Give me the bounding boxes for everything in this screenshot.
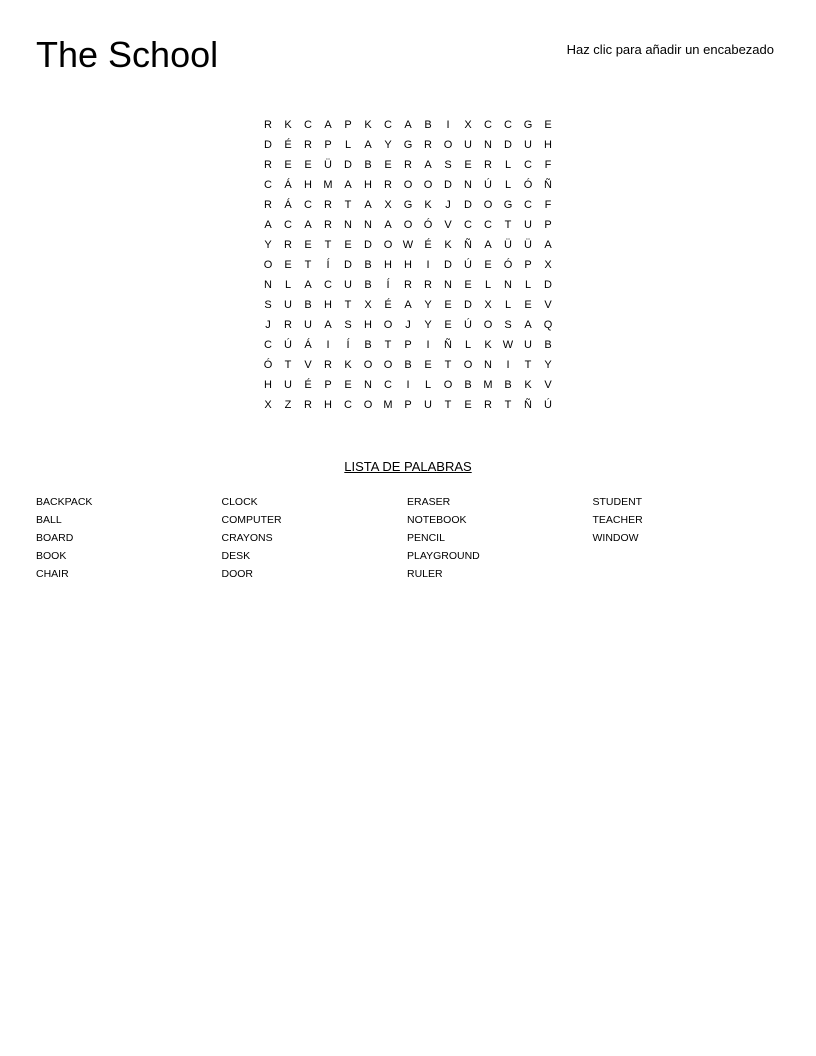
grid-letter: X [464,119,472,131]
grid-letter: Ú [544,399,552,411]
grid-letter: O [383,319,393,331]
grid-letter: L [464,339,472,351]
grid-letter: Ú [464,319,472,331]
grid-letter: B [304,299,312,311]
grid-letter: Ú [484,179,492,191]
grid-letter: G [503,199,513,211]
grid-letter: V [544,379,552,391]
grid-letter: D [364,239,372,251]
grid-letter: O [483,319,493,331]
grid-letter: O [363,359,373,371]
grid-letter: N [464,179,472,191]
grid-letter: Á [304,339,312,351]
grid-letter: C [344,399,352,411]
grid-letter: S [344,319,352,331]
grid-letter: O [463,359,473,371]
grid-letter: R [404,279,412,291]
grid-letter: P [324,139,332,151]
grid-letter: B [504,379,512,391]
grid-letter: Y [424,299,432,311]
grid-letter: J [265,319,271,331]
grid-letter: C [304,119,312,131]
grid-letter: R [424,139,432,151]
grid-letter: U [464,139,472,151]
grid-letter: O [483,199,493,211]
grid-letter: T [504,219,512,231]
grid-letter: N [484,359,492,371]
grid-letter: H [324,299,332,311]
grid-letter: I [326,339,330,351]
grid-letter: K [524,379,532,391]
grid-letter: N [364,379,372,391]
grid-letter: A [364,139,372,151]
grid-letter: L [284,279,292,291]
grid-letter: T [384,339,392,351]
grid-letter: C [384,379,392,391]
grid-letter: H [264,379,272,391]
grid-letter: H [364,179,372,191]
grid-letter: K [284,119,292,131]
grid-letter: Q [543,319,553,331]
grid-letter: B [364,159,372,171]
grid-letter: B [464,379,472,391]
grid-letter: P [344,119,352,131]
grid-letter: R [324,199,332,211]
grid-letter: A [324,119,332,131]
grid-letter: P [404,399,412,411]
header-placeholder[interactable]: Haz clic para añadir un encabezado [566,42,774,57]
grid-letter: E [464,399,472,411]
grid-letter: É [384,299,392,311]
grid-letter: R [484,399,492,411]
grid-letter: V [444,219,452,231]
grid-letter: R [284,239,292,251]
grid-letter: E [424,359,432,371]
word-list [36,493,778,583]
grid-letter: A [384,219,392,231]
grid-letter: U [524,219,532,231]
grid-letter: J [405,319,411,331]
grid-letter: D [464,299,472,311]
grid-letter: Á [284,199,292,211]
word-list-item: PENCIL [407,532,445,544]
grid-letter: E [344,379,352,391]
grid-letter: O [443,139,453,151]
grid-letter: R [264,199,272,211]
grid-letter: L [524,279,532,291]
grid-letter: C [524,199,532,211]
grid-letter: T [444,359,452,371]
grid-letter: T [444,399,452,411]
grid-letter: Ü [324,159,332,171]
grid-letter: P [524,259,532,271]
word-list-item: DESK [221,550,251,562]
grid-letter: U [304,319,312,331]
grid-letter: P [324,379,332,391]
grid-letter: E [284,159,292,171]
grid-letter: E [524,299,532,311]
grid-letter: B [404,359,412,371]
grid-letter: D [344,259,352,271]
grid-letter: Ó [523,179,533,191]
grid-letter: U [424,399,432,411]
grid-letter: I [426,339,430,351]
grid-letter: U [344,279,352,291]
grid-letter: A [304,279,312,291]
grid-letter: X [384,199,392,211]
grid-letter: I [506,359,510,371]
grid-letter: Ñ [524,399,532,411]
grid-letter: H [544,139,552,151]
grid-letter: L [424,379,432,391]
grid-letter: S [264,299,272,311]
grid-letter: A [364,199,372,211]
word-list-item: COMPUTER [221,514,282,526]
grid-letter: B [364,259,372,271]
grid-letter: A [404,119,412,131]
word-list-item: NOTEBOOK [407,514,467,526]
grid-letter: Ó [263,359,273,371]
grid-letter: D [344,159,352,171]
grid-letter: U [524,139,532,151]
grid-letter: O [423,179,433,191]
grid-letter: Ú [284,339,292,351]
word-search-grid [258,115,558,415]
grid-letter: L [504,159,512,171]
grid-letter: S [504,319,512,331]
grid-letter: K [344,359,352,371]
grid-letter: Ñ [464,239,472,251]
word-list-item: WINDOW [592,532,639,544]
grid-letter: B [544,339,552,351]
grid-letter: A [424,159,432,171]
grid-letter: É [284,139,292,151]
grid-letter: C [384,119,392,131]
grid-letter: G [403,199,413,211]
grid-letter: A [404,299,412,311]
grid-letter: E [384,159,392,171]
grid-letter: X [264,399,272,411]
grid-letter: R [384,179,392,191]
grid-letter: K [484,339,492,351]
grid-letter: T [524,359,532,371]
grid-letter: C [264,339,272,351]
grid-letter: Ñ [444,339,452,351]
grid-letter: O [403,219,413,231]
grid-letter: H [324,399,332,411]
grid-letter: N [264,279,272,291]
word-list-item: BOOK [36,550,67,562]
grid-letter: N [484,139,492,151]
word-list-item: CHAIR [36,568,69,580]
grid-letter: A [344,179,352,191]
grid-letter: T [324,239,332,251]
grid-letter: O [403,179,413,191]
grid-letter: T [504,399,512,411]
grid-letter: L [344,139,352,151]
grid-letter: V [304,359,312,371]
grid-letter: K [444,239,452,251]
grid-letter: N [364,219,372,231]
grid-letter: E [304,159,312,171]
grid-letter: C [264,179,272,191]
grid-letter: O [443,379,453,391]
grid-letter: A [304,219,312,231]
grid-letter: P [404,339,412,351]
grid-letter: Z [284,399,292,411]
word-list-item: PLAYGROUND [407,550,480,562]
word-list-title: LISTA DE PALABRAS [344,459,472,474]
grid-letter: O [383,359,393,371]
grid-letter: R [324,359,332,371]
grid-letter: H [304,179,312,191]
word-list-item: DOOR [221,568,253,580]
grid-letter: H [384,259,392,271]
grid-letter: X [484,299,492,311]
grid-letter: W [402,239,414,251]
grid-letter: R [304,399,312,411]
grid-letter: T [304,259,312,271]
grid-letter: C [484,219,492,231]
grid-letter: Ó [423,219,433,231]
grid-letter: E [284,259,292,271]
grid-letter: M [383,399,393,411]
grid-letter: N [504,279,512,291]
grid-letter: L [504,179,512,191]
grid-letter: T [344,299,352,311]
grid-letter: K [424,199,432,211]
grid-letter: E [464,159,472,171]
grid-letter: I [446,119,450,131]
grid-letter: G [403,139,413,151]
grid-letter: P [544,219,552,231]
grid-letter: É [304,379,312,391]
grid-letter: Y [424,319,432,331]
grid-letter: A [264,219,272,231]
grid-letter: C [304,199,312,211]
grid-letter: I [426,259,430,271]
grid-letter: U [284,299,292,311]
grid-letter: D [504,139,512,151]
grid-letter: M [323,179,333,191]
grid-letter: X [544,259,552,271]
grid-letter: C [464,219,472,231]
word-list-item: RULER [407,568,443,580]
word-list-item: TEACHER [592,514,643,526]
grid-letter: D [464,199,472,211]
grid-letter: D [264,139,272,151]
page-title: The School [36,34,219,75]
grid-letter: E [444,299,452,311]
grid-letter: J [445,199,451,211]
grid-letter: O [383,239,393,251]
grid-letter: Ü [524,239,532,251]
grid-letter: E [444,319,452,331]
grid-letter: R [484,159,492,171]
grid-letter: G [523,119,533,131]
grid-letter: R [324,219,332,231]
grid-letter: A [524,319,532,331]
word-list-item: BALL [36,514,62,526]
grid-letter: L [504,299,512,311]
grid-letter: U [284,379,292,391]
grid-letter: T [284,359,292,371]
grid-letter: Y [544,359,552,371]
grid-letter: E [344,239,352,251]
grid-letter: N [344,219,352,231]
grid-letter: I [406,379,410,391]
grid-letter: B [424,119,432,131]
grid-letter: O [263,259,273,271]
grid-letter: B [364,279,372,291]
grid-letter: E [484,259,492,271]
grid-letter: A [324,319,332,331]
grid-letter: Í [386,279,390,291]
grid-letter: S [444,159,452,171]
grid-letter: M [483,379,493,391]
grid-letter: B [364,339,372,351]
grid-letter: F [544,159,552,171]
grid-letter: F [544,199,552,211]
grid-letter: R [264,159,272,171]
word-list-item: BOARD [36,532,74,544]
grid-letter: H [404,259,412,271]
grid-letter: U [524,339,532,351]
grid-letter: L [484,279,492,291]
grid-letter: D [444,179,452,191]
grid-letter: R [404,159,412,171]
grid-letter: Y [384,139,392,151]
grid-letter: C [324,279,332,291]
word-list-heading [0,459,816,475]
grid-letter: D [544,279,552,291]
grid-letter: D [444,259,452,271]
grid-letter: Ñ [544,179,552,191]
grid-letter: O [363,399,373,411]
grid-letter: C [504,119,512,131]
grid-letter: A [484,239,492,251]
word-list-item: STUDENT [592,496,643,508]
word-list-item: CLOCK [221,496,258,508]
grid-letter: R [264,119,272,131]
grid-letter: Ü [504,239,512,251]
grid-letter: N [444,279,452,291]
grid-letter: E [464,279,472,291]
grid-letter: C [524,159,532,171]
grid-letter: Y [264,239,272,251]
grid-letter: E [304,239,312,251]
grid-letter: R [304,139,312,151]
grid-letter: C [484,119,492,131]
grid-letter: K [364,119,372,131]
grid-letter: Á [284,179,292,191]
grid-letter: C [284,219,292,231]
grid-letter: R [424,279,432,291]
word-list-item: CRAYONS [221,532,273,544]
grid-letter: É [424,239,432,251]
grid-letter: Í [326,259,330,271]
grid-letter: V [544,299,552,311]
grid-letter: X [364,299,372,311]
grid-letter: Ó [503,259,513,271]
grid-letter: E [544,119,552,131]
grid-letter: Ú [464,259,472,271]
word-list-item: ERASER [407,496,451,508]
grid-letter: W [502,339,514,351]
grid-letter: R [284,319,292,331]
grid-letter: A [544,239,552,251]
grid-letter: Í [346,339,350,351]
grid-letter: H [364,319,372,331]
grid-letter: T [344,199,352,211]
word-list-item: BACKPACK [36,496,93,508]
